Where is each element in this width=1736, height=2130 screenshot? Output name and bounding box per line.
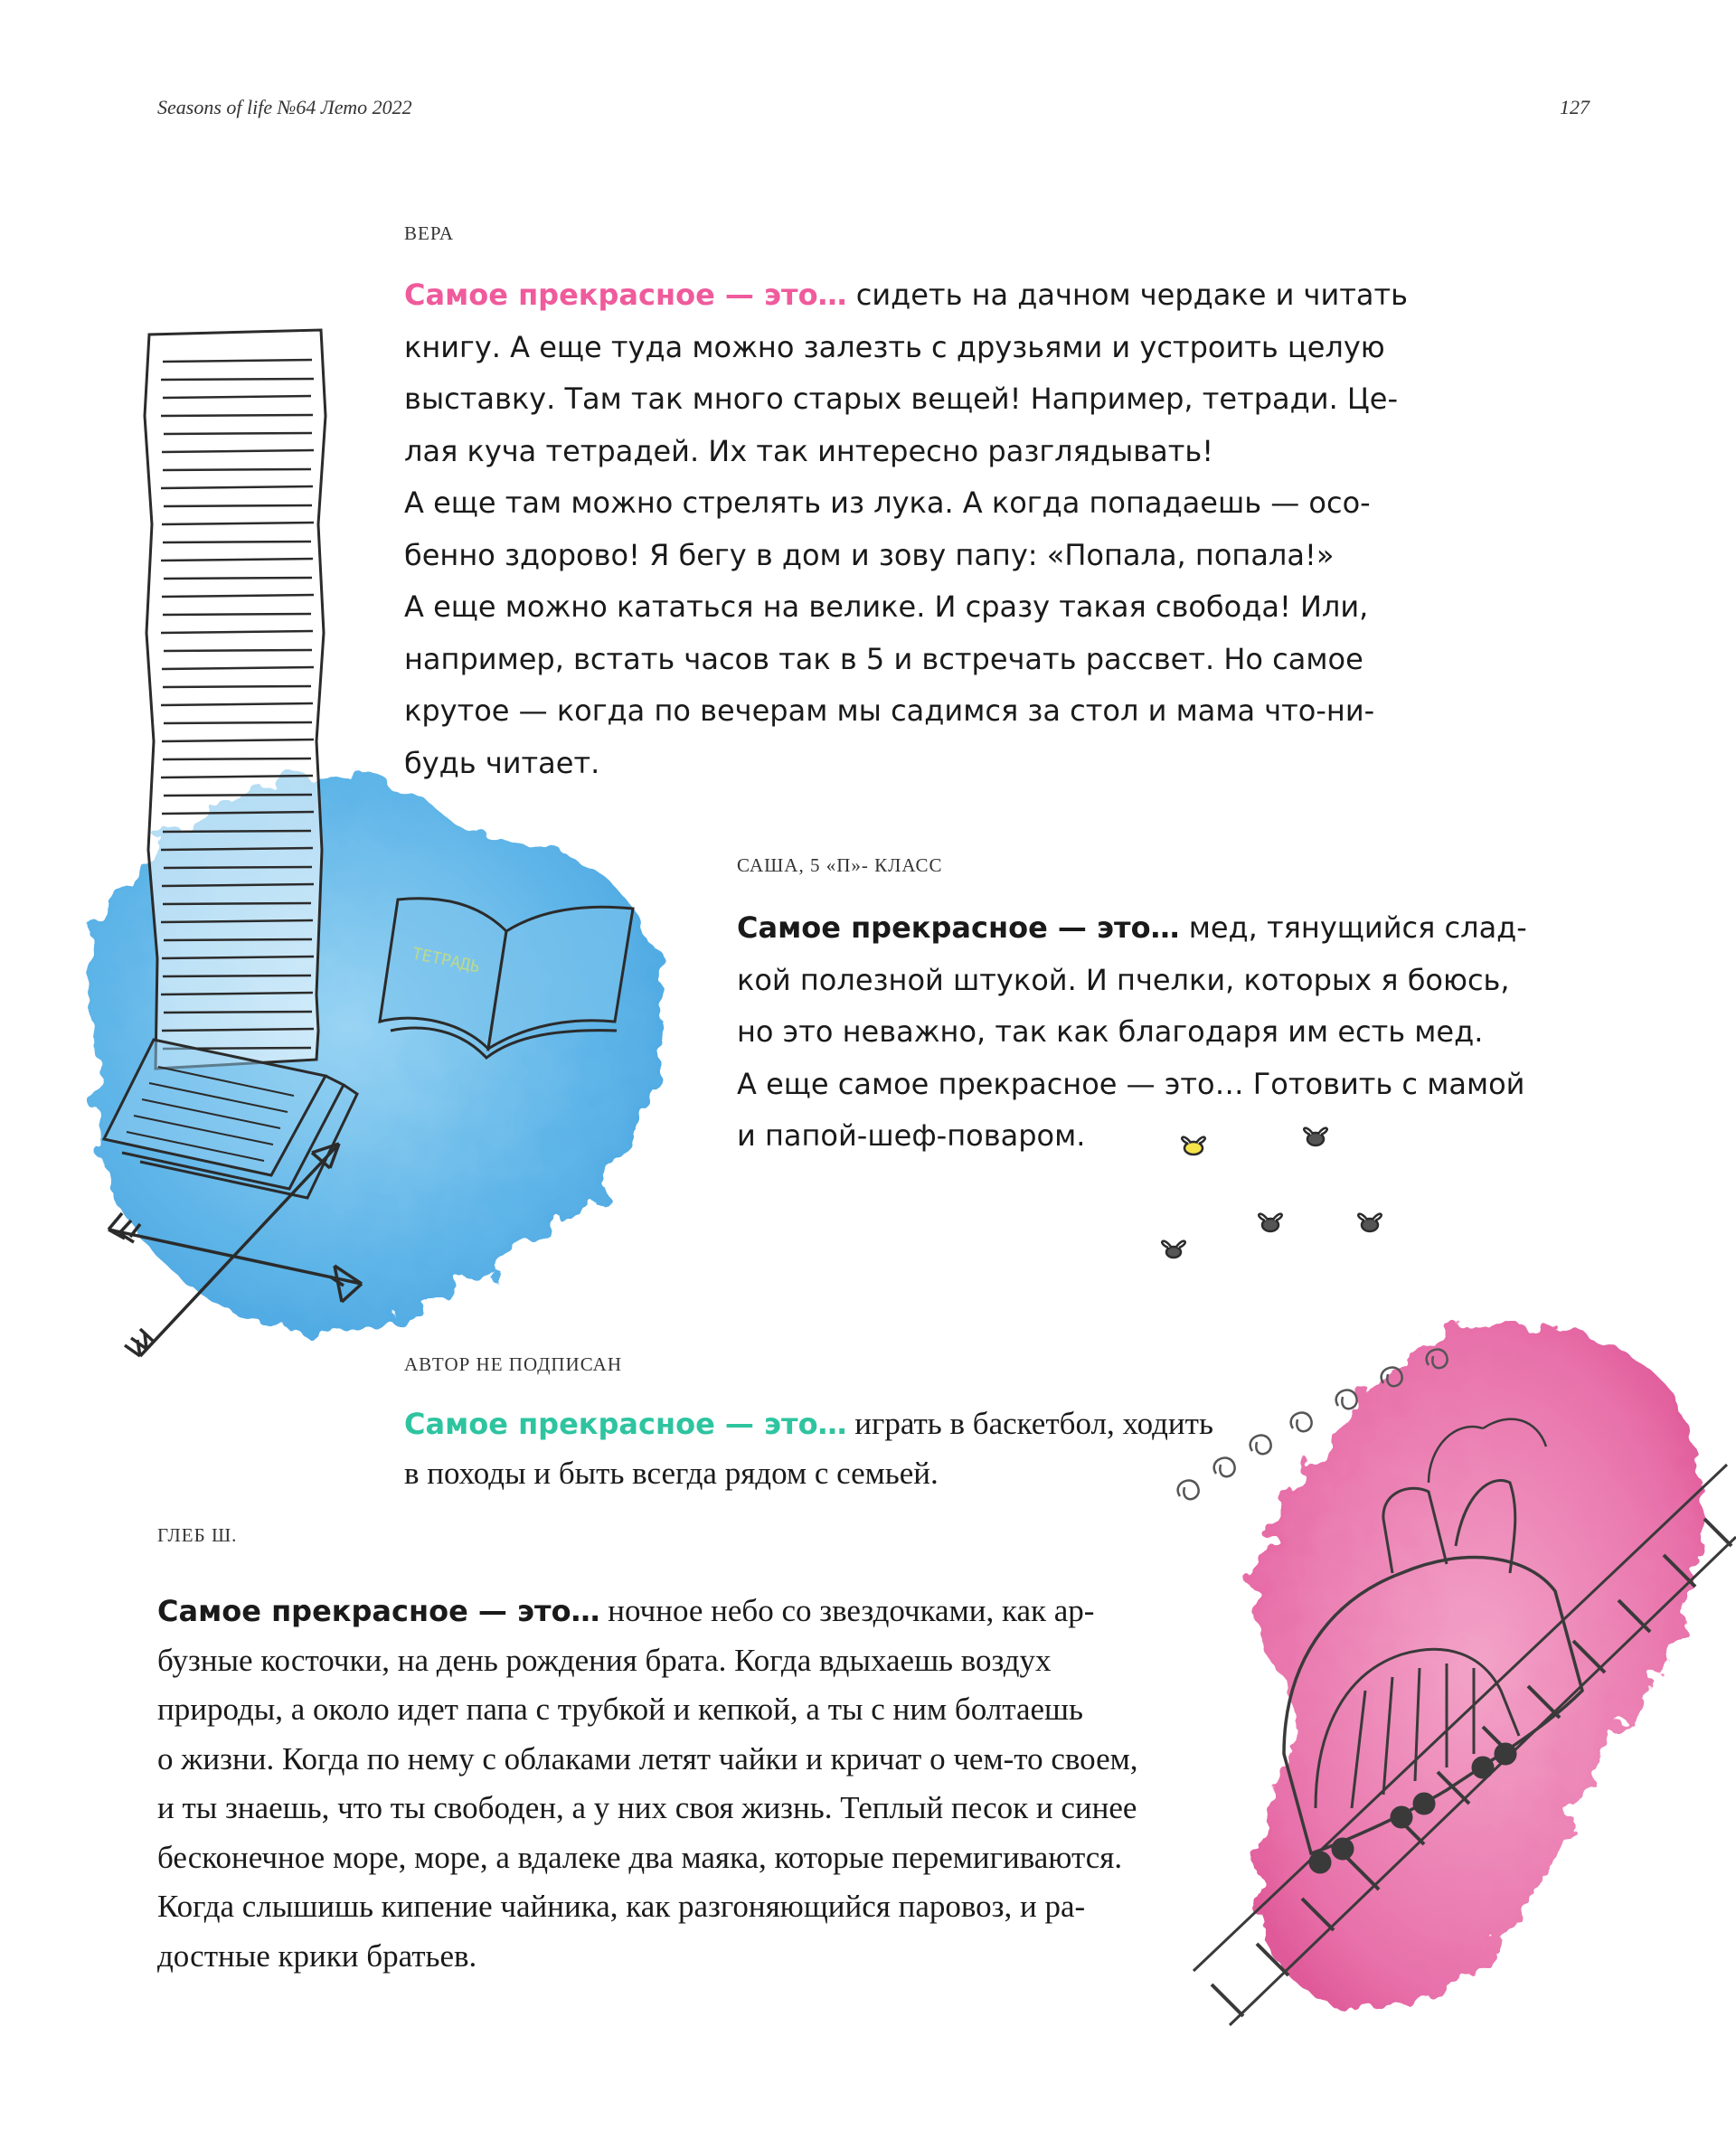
author-gleb: ГЛЕБ Ш. <box>157 1524 238 1546</box>
story-line: достные крики братьев. <box>157 1937 477 1974</box>
story-line: Самое прекрасное — это… сидеть на дачном чердаке и читать <box>404 278 1408 312</box>
story-line: Самое прекрасное — это… ночное небо со звездочками, как ар- <box>157 1593 1095 1628</box>
story-line: бенно здорово! Я бегу в дом и зову папу: «Попала, попала!» <box>404 537 1335 572</box>
story-line: будь читает. <box>404 745 600 780</box>
story-sasha <box>737 902 1527 1163</box>
story-gleb <box>157 1587 1138 1981</box>
pink-wash <box>1253 1323 1703 2009</box>
story-line: Когда слышишь кипение чайника, как разгоняющийся паровоз, и ра- <box>157 1889 1086 1924</box>
story-line: выставку. Там так много старых вещей! Например, тетради. Це- <box>404 382 1398 416</box>
author-anon: АВТОР НЕ ПОДПИСАН <box>404 1353 623 1375</box>
story-vera <box>404 269 1408 789</box>
story-line: Самое прекрасное — это… играть в баскетбол, ходить <box>404 1406 1213 1441</box>
story-line: А еще можно кататься на велике. И сразу такая свобода! Или, <box>404 589 1369 624</box>
story-line: бузные косточки, на день рождения брата. Когда вдыхаешь воздух <box>157 1642 1052 1678</box>
pink-watercolor-illustration <box>1157 1302 1736 2116</box>
story-line: например, встать часов так в 5 и встречать рассвет. Но самое <box>404 641 1363 676</box>
story-lead: Самое прекрасное — это… <box>404 1407 847 1441</box>
story-line: крутое — когда по вечерам мы садимся за стол и мама что-ни- <box>404 693 1375 728</box>
bee-icon <box>1259 1214 1281 1231</box>
story-line: природы, а около идет папа с трубкой и кепкой, а ты с ним болтаешь <box>157 1692 1083 1727</box>
author-sasha: САША, 5 «П»- КЛАСС <box>737 854 943 876</box>
story-lead: Самое прекрасное — это… <box>157 1594 600 1628</box>
story-lead: Самое прекрасное — это… <box>737 910 1180 945</box>
story-line: бесконечное море, море, а вдалеке два маяка, которые перемигиваются. <box>157 1839 1123 1875</box>
story-line: А еще там можно стрелять из лука. А когда попадаешь — осо- <box>404 485 1371 520</box>
story-line: но это неважно, так как благодаря им есть мед. <box>737 1014 1484 1049</box>
story-line: А еще самое прекрасное — это… Готовить с мамой <box>737 1066 1525 1101</box>
page-number: 127 <box>1560 96 1590 118</box>
magazine-title: Seasons of life №64 Лето 2022 <box>157 96 412 118</box>
bee-icon <box>1358 1214 1381 1231</box>
story-line: в походы и быть всегда рядом с семьей. <box>404 1455 939 1491</box>
story-anon <box>404 1400 1213 1498</box>
story-lead: Самое прекрасное — это… <box>404 278 847 312</box>
paper-strip-drawing <box>145 330 326 1069</box>
story-line: и папой-шеф-поваром. <box>737 1118 1086 1153</box>
story-line: Самое прекрасное — это… мед, тянущийся слад- <box>737 910 1527 945</box>
story-line: и ты знаешь, что ты свободен, а у них своя жизнь. Теплый песок и синее <box>157 1790 1137 1825</box>
notebook-label: ТЕТРАДЬ <box>410 944 482 977</box>
story-line: лая куча тетрадей. Их так интересно разглядывать! <box>404 433 1214 468</box>
author-vera: ВЕРА <box>404 222 454 244</box>
story-line: о жизни. Когда по нему с облаками летят чайки и кричат о чем-то своем, <box>157 1740 1138 1777</box>
bee-icon <box>1162 1241 1184 1258</box>
story-line: книгу. А еще туда можно залезть с друзьями и устроить целую <box>404 329 1385 364</box>
story-line: кой полезной штукой. И пчелки, которых я боюсь, <box>737 962 1510 997</box>
